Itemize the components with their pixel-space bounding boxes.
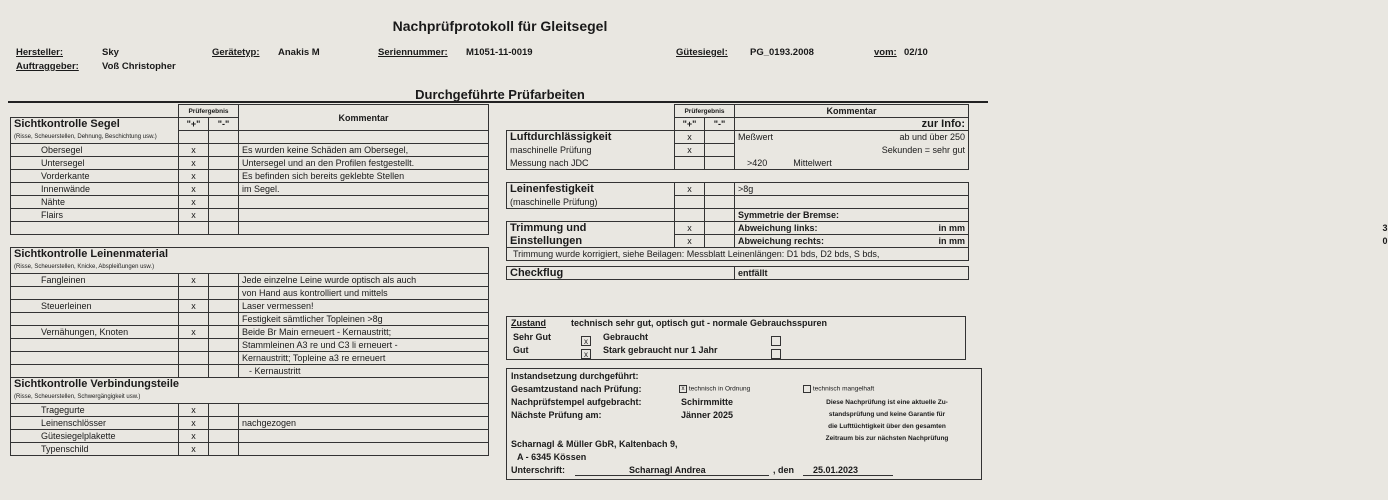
right-plus-header: "+" — [675, 118, 705, 131]
right-minus-header: "-" — [705, 118, 735, 131]
leinen-title: Sichtkontrolle Leinenmaterial — [11, 248, 489, 261]
naechste-value: Jänner 2025 — [681, 410, 734, 420]
den-label: , den — [773, 465, 795, 475]
zustand-label: Zustand — [511, 318, 546, 328]
verbindung-title: Sichtkontrolle Verbindungsteile — [11, 378, 489, 391]
mittelwert-label: Mittelwert — [793, 157, 832, 168]
table-row: Vorderkante x Es befinden sich bereits geklebte Stellen — [11, 170, 489, 183]
check-in-ordnung[interactable]: x — [679, 385, 687, 393]
checkflug-title: Checkflug — [507, 267, 735, 280]
seriennummer-value: M1051-11-0019 — [466, 47, 533, 58]
right-pruefergebnis-header: Prüfergebnis — [675, 105, 735, 118]
info-line-2: Sekunden = sehr gut — [735, 144, 969, 157]
symmetrie-label: Symmetrie der Bremse: — [735, 209, 969, 222]
abweichung-rechts-label: Abweichung rechts: — [738, 236, 825, 246]
gut-checkbox[interactable]: x — [581, 349, 591, 359]
table-row: Vernähungen, Knoten x Beide Br Main erneuert - Kernaustritt; — [11, 326, 489, 339]
verbindung-note: (Risse, Scheuerstellen, Schwergängigkeit usw.) — [11, 391, 489, 404]
trimmung-title-2: Einstellungen — [507, 235, 675, 248]
table-row: von Hand aus kontrolliert und mittels — [11, 287, 489, 300]
abweichung-rechts-value: 0 — [1382, 236, 1388, 246]
check-in-ordnung-text: technisch in Ordnung — [688, 385, 751, 393]
table-row: Flairs x — [11, 209, 489, 222]
table-row: Innenwände x im Segel. — [11, 183, 489, 196]
segel-title: Sichtkontrolle Segel — [11, 118, 179, 131]
geraetetyp-value: Anakis M — [278, 47, 320, 58]
auftraggeber-value: Voß Christopher — [102, 61, 176, 72]
zur-info: zur Info: — [735, 118, 969, 131]
vom-value: 02/10 — [904, 47, 928, 58]
leinenfestigkeit-value: >8g — [735, 183, 969, 196]
disclaimer: Diese Nachprüfung ist eine aktuelle Zu- standsprüfung und keine Garantie für die Lufttüchtigkeit über den gesamten Zeitraum bis zur nächsten Nachprüfung — [825, 399, 949, 442]
table-row: Leinenschlösser x nachgezogen — [11, 417, 489, 430]
plus-header: "+" — [179, 118, 209, 131]
leinen-note: (Risse, Scheuerstellen, Knicke, Abspleißungen usw.) — [11, 261, 489, 274]
info-line-1: ab und über 250 — [899, 132, 965, 143]
table-row: Obersegel x Es wurden keine Schäden am Obersegel, — [11, 144, 489, 157]
geraetetyp-label: Gerätetyp: — [212, 47, 260, 58]
firma-line1: Scharnagl & Müller GbR, Kaltenbach 9, — [511, 439, 678, 449]
abweichung-links-unit: in mm — [938, 223, 965, 233]
unterschrift-label: Unterschrift: — [511, 465, 566, 475]
table-row: Kernaustritt; Topleine a3 re erneuert — [11, 352, 489, 365]
minus-header: "-" — [209, 118, 239, 131]
zustand-box — [506, 316, 966, 360]
table-row: Typenschild x — [11, 443, 489, 456]
abweichung-rechts-unit: in mm — [938, 236, 965, 246]
divider — [8, 101, 988, 103]
instand-line1: Instandsetzung durchgeführt: — [511, 371, 639, 381]
check-mangelhaft[interactable] — [803, 385, 811, 393]
den-value: 25.01.2023 — [813, 465, 859, 475]
table-row: Untersegel x Untersegel und an den Profilen festgestellt. — [11, 157, 489, 170]
messwert-label: Meßwert — [738, 132, 774, 143]
gesamtzustand-label: Gesamtzustand nach Prüfung: — [511, 384, 642, 394]
trimmung-note: Trimmung wurde korrigiert, siehe Beilagen: Messblatt Leinenlängen: D1 bds, D2 bds, S bds, — [507, 248, 969, 261]
page-title: Nachprüfprotokoll für Gleitsegel — [392, 18, 608, 34]
section-subtitle: Durchgeführte Prüfarbeiten — [415, 87, 585, 102]
leinenfestigkeit-sub: (maschinelle Prüfung) — [507, 196, 675, 209]
luft-line-2: Messung nach JDC — [507, 157, 675, 170]
sehr-gut-checkbox[interactable]: x — [581, 336, 591, 346]
firma-line2: A - 6345 Kössen — [517, 452, 587, 462]
stark-checkbox[interactable] — [771, 349, 781, 359]
left-check-table — [10, 104, 489, 456]
right-kommentar-header: Kommentar — [735, 105, 969, 118]
luft-line-1: maschinelle Prüfung — [507, 144, 675, 157]
naechste-label: Nächste Prüfung am: — [511, 410, 602, 420]
stempel-value: Schirmmitte — [681, 397, 734, 407]
table-row: Festigkeit sämtlicher Topleinen >8g — [11, 313, 489, 326]
segel-note: (Risse, Scheuerstellen, Dehnung, Beschichtung usw.) — [11, 131, 179, 144]
trimmung-title-1: Trimmung und — [507, 222, 675, 235]
kommentar-header: Kommentar — [239, 105, 489, 131]
luft-title: Luftdurchlässigkeit — [507, 131, 675, 144]
table-row: Steuerleinen x Laser vermessen! — [11, 300, 489, 313]
table-row: Nähte x — [11, 196, 489, 209]
table-row: Tragegurte x — [11, 404, 489, 417]
hersteller-value: Sky — [102, 47, 119, 58]
auftraggeber-label: Auftraggeber: — [16, 61, 79, 72]
check-mangelhaft-text: technisch mangelhaft — [812, 385, 875, 393]
seriennummer-label: Seriennummer: — [378, 47, 448, 58]
guetesiegel-label: Gütesiegel: — [676, 47, 728, 58]
zustand-text: technisch sehr gut, optisch gut - normale Gebrauchsspuren — [571, 318, 828, 328]
instandsetzung-box — [506, 368, 982, 480]
table-row: Stammleinen A3 re und C3 li erneuert - — [11, 339, 489, 352]
hersteller-label: Hersteller: — [16, 47, 63, 58]
checkflug-value: entfällt — [735, 267, 969, 280]
gut-label: Gut — [513, 345, 529, 355]
stark-label: Stark gebraucht nur 1 Jahr — [603, 345, 718, 355]
table-row: Gütesiegelplakette x — [11, 430, 489, 443]
stempel-label: Nachprüfstempel aufgebracht: — [511, 397, 642, 407]
pruefergebnis-header: Prüfergebnis — [179, 105, 239, 118]
abweichung-links-value: 3 — [1382, 223, 1388, 233]
vom-label: vom: — [874, 47, 897, 58]
table-row: Fangleinen x Jede einzelne Leine wurde optisch als auch — [11, 274, 489, 287]
sehr-gut-label: Sehr Gut — [513, 332, 552, 342]
leinenfestigkeit-title: Leinenfestigkeit — [507, 183, 675, 196]
unterschrift-name: Scharnagl Andrea — [629, 465, 706, 475]
right-check-table: Prüfergebnis Kommentar "+" "-" zur Info: Luftdurchlässigkeit x Meßwert ab und über 250 maschinelle Prüfung x Sekunden = sehr gut Messung nach JDC >420 Mittelwert Leinenfestigkeit x >8g (maschinelle Prüfung) Symmetrie der Bremse: Trimmung und x Abweichung links: 3 in mm Einstellungen x Abweichung rechts: 0 in mm Trimmung wurde korrigiert, siehe Beilagen: Messblatt Leinenlängen: D1 bds, D2 bds, S bds, Checkflug entfällt — [506, 104, 969, 280]
luft-value: >420 — [747, 157, 768, 168]
abweichung-links-label: Abweichung links: — [738, 223, 818, 233]
gebraucht-label: Gebraucht — [603, 332, 649, 342]
guetesiegel-value: PG_0193.2008 — [750, 47, 814, 58]
table-row: - Kernaustritt — [11, 365, 489, 378]
